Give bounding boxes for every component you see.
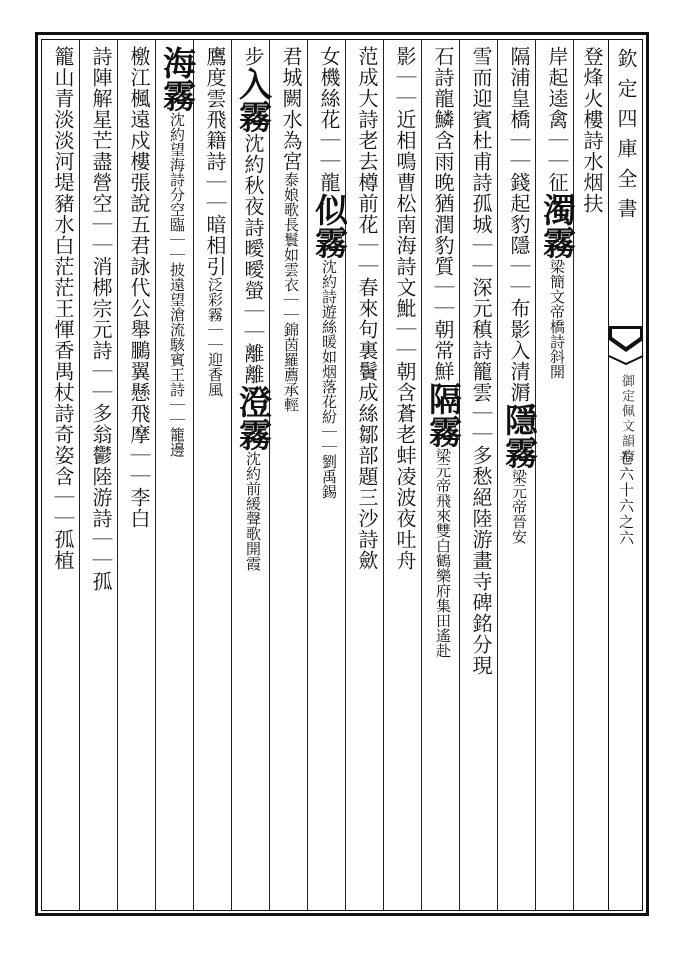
column-rule (307, 40, 308, 910)
column-segment: 君城闕水為宮 (279, 46, 303, 172)
text-column (537, 46, 577, 904)
text-column (119, 46, 155, 904)
entry-heading: 濁霧 (538, 193, 577, 259)
column-segment: 檄江楓遠戍樓張說五君詠代公舉鵩翼懸飛摩｜｜李白 (127, 46, 151, 529)
column-rule (459, 40, 460, 910)
column-segment: 雪而迎賓杜甫詩孤城｜｜深元稹詩籠雲｜｜多愁絕陸游畫寺碑銘分現 (469, 46, 493, 676)
column-rule (231, 40, 232, 910)
column-segment: 沈約秋夜詩曖曖螢｜｜離離 (241, 133, 265, 385)
column-rule (421, 40, 422, 910)
column-segment: 步 (241, 46, 265, 67)
column-rule (383, 40, 384, 910)
text-column (81, 46, 117, 904)
text-column (385, 46, 421, 904)
column-segment: 梁元帝飛來雙白鶴樂府集田遙赴 (434, 448, 452, 658)
margin-title: 欽定四庫全書 (614, 48, 638, 228)
margin-strip (608, 40, 642, 910)
text-column (271, 46, 307, 904)
column-segment: 范成大詩老去樽前花｜｜春來句裏鬢成絲鄒部題三沙詩歛 (355, 46, 379, 571)
column-rule (155, 40, 156, 910)
column-rule (193, 40, 194, 910)
column-segment: 登烽火樓詩水烟扶 (580, 46, 604, 214)
column-rule (117, 40, 118, 910)
column-rule (79, 40, 80, 910)
entry-heading: 隱霧 (500, 403, 539, 469)
text-column (233, 46, 273, 904)
column-segment: 沈約前緩聲歌開霞 (244, 451, 262, 571)
column-segment: 石詩龍鱗含雨晚猶潤豹質｜｜朝常鮮 (431, 46, 455, 382)
column-rule (573, 40, 574, 910)
fishtail-ornament-icon (609, 326, 643, 366)
column-segment: 影｜｜近相鳴曹松南海詩文魮｜｜朝含蒼老蚌凌波夜吐舟 (393, 46, 417, 571)
column-segment: 鷹度雲飛籍詩｜｜暗相引 (203, 46, 227, 277)
column-segment: 隔浦皇橋｜｜錢起豹隱｜｜布影入清漘 (507, 46, 531, 403)
text-column (423, 46, 463, 904)
column-segment: 泛彩霧｜｜迎香風 (206, 277, 224, 397)
column-segment: 泰娘歌長鬟如雲衣｜｜錦茵羅薦承輕 (282, 172, 300, 412)
entry-heading: 入霧 (234, 67, 273, 133)
entry-heading: 隔霧 (424, 382, 463, 448)
column-segment: 沈約望海詩分空臨｜｜披遠望滄流駭賓王詩｜｜籠邊 (168, 112, 186, 457)
text-column (195, 46, 231, 904)
margin-book-title: 御定佩文韻府 (619, 374, 634, 464)
column-segment: 沈約詩遊絲暖如烟落花紛｜｜劉禹錫 (320, 259, 338, 499)
column-segment: 女機絲花｜｜龍 (317, 46, 341, 193)
text-column (309, 46, 349, 904)
text-column (499, 46, 539, 904)
column-segment: 梁元帝晉安 (510, 469, 528, 544)
text-column (347, 46, 383, 904)
entry-heading: 澄霧 (234, 385, 273, 451)
column-segment: 梁簡文帝橋詩斜開 (548, 259, 566, 379)
column-rule (345, 40, 346, 910)
entry-heading: 似霧 (310, 193, 349, 259)
text-column (157, 46, 197, 904)
margin-volume: 卷六十六之六 (617, 450, 635, 546)
entry-heading: 海霧 (158, 46, 197, 112)
column-segment: 籠山青淡淡河堤豬水白茫茫王惲香禺杖詩奇姿含｜｜孤植 (51, 46, 75, 571)
column-rule (269, 40, 270, 910)
text-column (575, 46, 608, 904)
column-rule (497, 40, 498, 910)
column-segment: 岸起逵禽｜｜征 (545, 46, 569, 193)
column-segment: 詩陣解星芒盡營空｜｜消梆宗元詩｜｜多翁鬱陸游詩｜｜孤 (89, 46, 113, 592)
text-column (461, 46, 497, 904)
column-rule (535, 40, 536, 910)
text-column (43, 46, 79, 904)
